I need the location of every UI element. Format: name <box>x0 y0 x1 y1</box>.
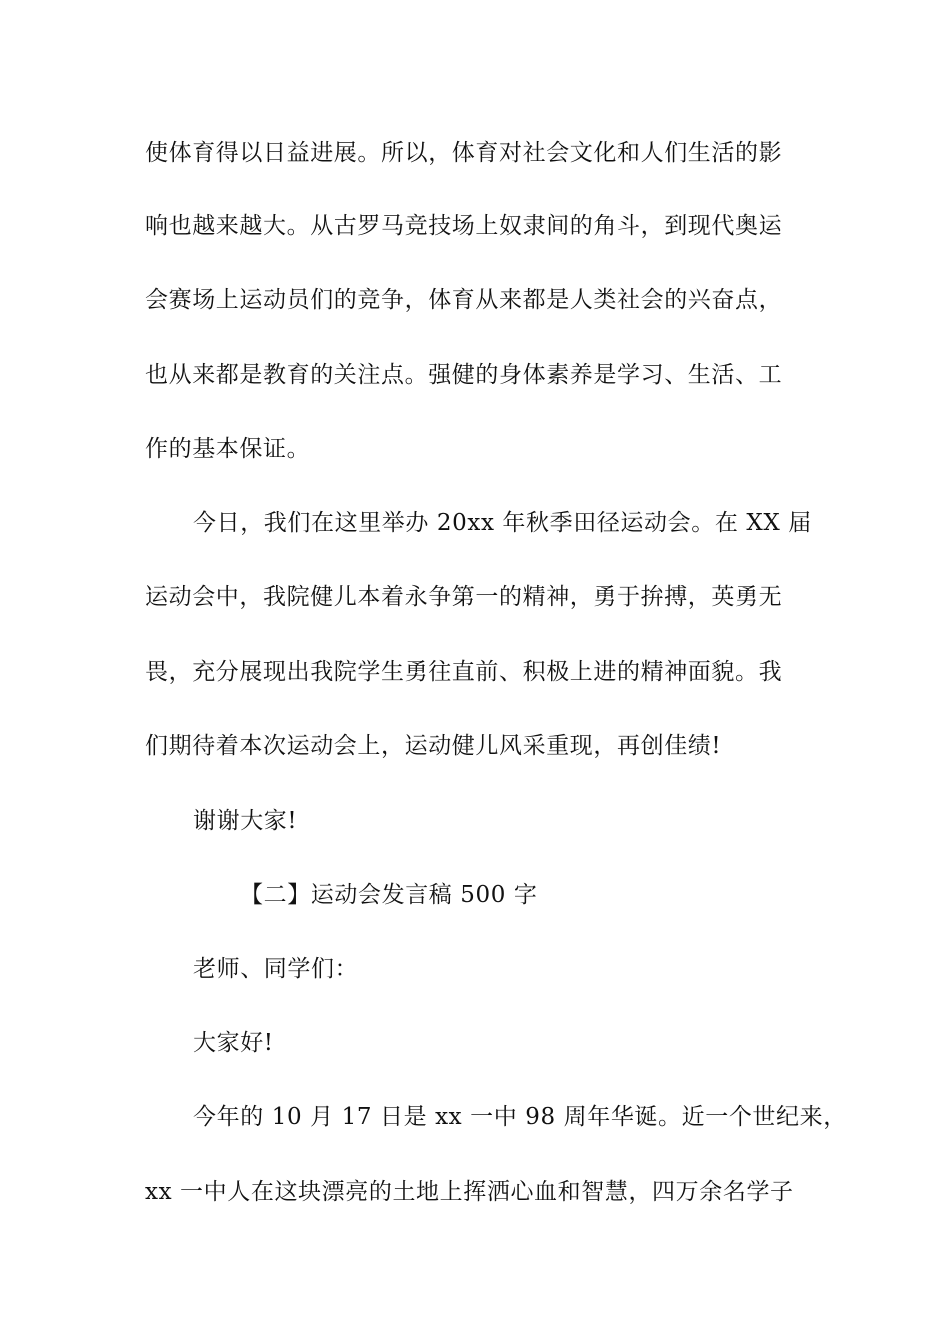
paragraph-line: 今日，我们在这里举办 20xx 年秋季田径运动会。在 XX 届 <box>193 510 812 536</box>
paragraph-line: 今年的 10 月 17 日是 xx 一中 98 周年华诞。近一个世纪来， <box>193 1104 847 1130</box>
paragraph-line: 畏，充分展现出我院学生勇往直前、积极上进的精神面貌。我 <box>145 659 783 685</box>
section-heading: 【二】运动会发言稿 500 字 <box>240 882 538 908</box>
greeting-line: 大家好! <box>193 1030 274 1056</box>
paragraph-line: 响也越来越大。从古罗马竞技场上奴隶间的角斗，到现代奥运 <box>145 213 783 239</box>
salutation-line: 老师、同学们： <box>193 956 359 982</box>
paragraph-line: 运动会中，我院健儿本着永争第一的精神，勇于拚搏，英勇无 <box>145 584 783 610</box>
paragraph-line: 使体育得以日益进展。所以，体育对社会文化和人们生活的影 <box>145 140 783 166</box>
paragraph-line: 会赛场上运动员们的竞争，体育从来都是人类社会的兴奋点， <box>145 287 783 313</box>
closing-line: 谢谢大家! <box>193 808 298 834</box>
paragraph-line: 们期待着本次运动会上，运动健儿风采重现，再创佳绩! <box>145 733 722 759</box>
paragraph-line: 也从来都是教育的关注点。强健的身体素养是学习、生活、工 <box>145 362 783 388</box>
paragraph-line: xx 一中人在这块漂亮的土地上挥洒心血和智慧，四万余名学子 <box>145 1179 794 1205</box>
paragraph-line: 作的基本保证。 <box>145 436 311 462</box>
